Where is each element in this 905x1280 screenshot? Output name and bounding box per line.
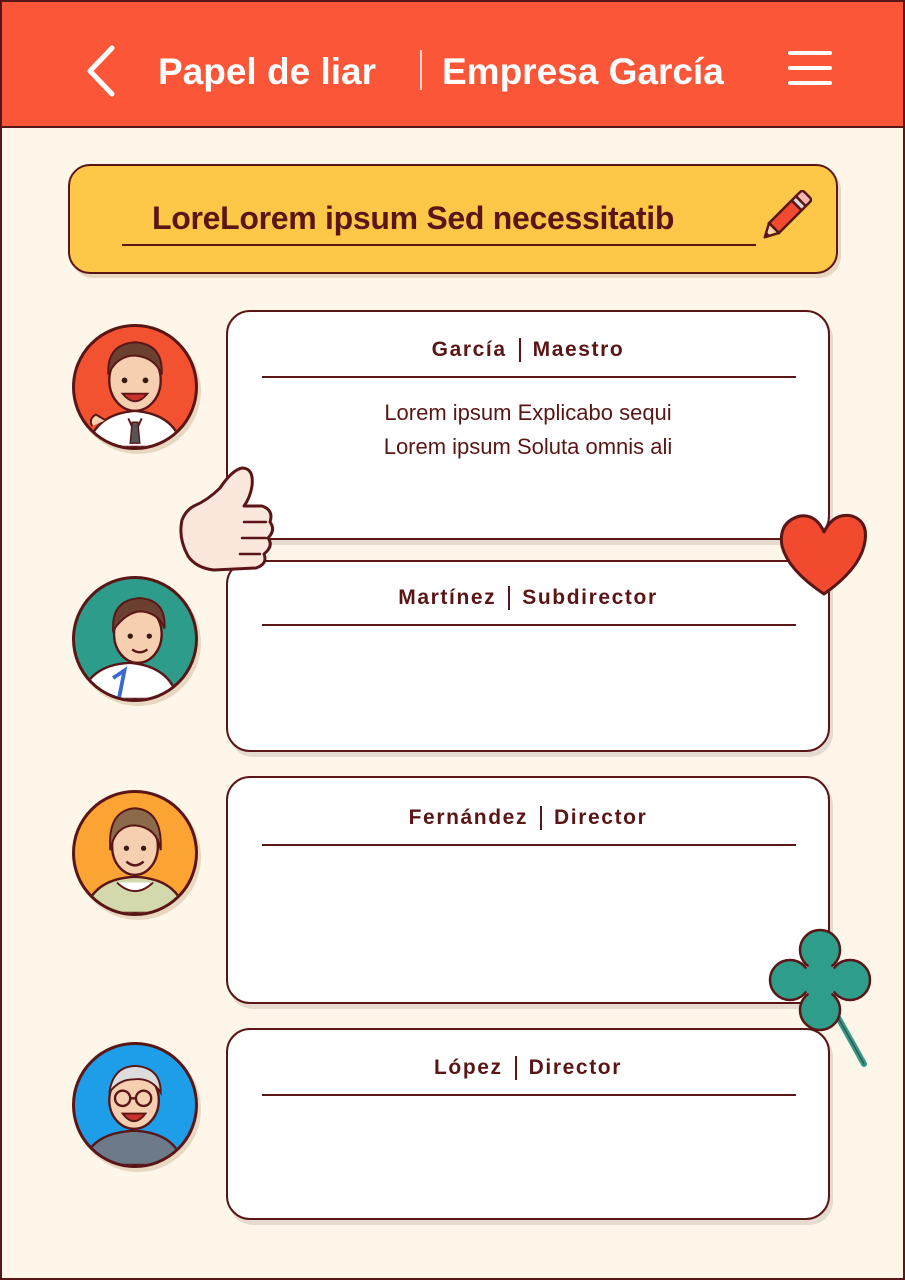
card-role: Maestro <box>532 338 625 361</box>
card-header <box>228 582 828 614</box>
card-header-divider <box>508 586 510 610</box>
header-divider <box>420 50 422 90</box>
card-name: Fernández <box>408 806 529 829</box>
clover-icon <box>764 920 876 1070</box>
comment-card-martinez <box>226 560 830 752</box>
back-button[interactable] <box>80 40 124 102</box>
card-body <box>228 396 828 464</box>
card-rule <box>262 376 796 378</box>
card-role: Director <box>554 806 648 829</box>
avatar-lopez <box>72 1042 198 1168</box>
card-header-divider <box>515 1056 517 1080</box>
card-name: López <box>434 1056 503 1079</box>
avatar-garcia <box>72 324 198 450</box>
pencil-icon <box>752 182 820 250</box>
card-role: Director <box>528 1056 622 1079</box>
chevron-left-icon <box>80 40 124 102</box>
card-rule <box>262 1094 796 1096</box>
card-name: Martínez <box>398 586 497 609</box>
card-name: García <box>431 338 507 361</box>
header-title-right: Empresa García <box>442 51 724 92</box>
card-header-divider <box>519 338 521 362</box>
header-title-left: Papel de liar <box>158 51 376 92</box>
heart-icon <box>774 508 872 600</box>
card-line: Lorem ipsum Explicabo sequi <box>384 400 672 425</box>
edit-button[interactable] <box>752 182 820 250</box>
thumbs-up-icon <box>174 464 278 576</box>
comment-card-garcia <box>226 310 830 540</box>
card-header <box>228 334 828 366</box>
hamburger-menu-icon <box>784 46 836 90</box>
card-header <box>228 802 828 834</box>
card-rule <box>262 844 796 846</box>
comment-card-lopez <box>226 1028 830 1220</box>
banner-text: LoreLorem ipsum Sed necessitatib <box>152 200 675 236</box>
avatar-fernandez <box>72 790 198 916</box>
card-rule <box>262 624 796 626</box>
menu-button[interactable] <box>784 46 836 90</box>
card-header-divider <box>540 806 542 830</box>
card-role: Subdirector <box>522 586 658 609</box>
title-banner <box>68 164 838 274</box>
comment-card-fernandez <box>226 776 830 1004</box>
card-line: Lorem ipsum Soluta omnis ali <box>383 434 673 459</box>
banner-underline <box>122 244 756 246</box>
app-header <box>2 2 903 128</box>
avatar-martinez <box>72 576 198 702</box>
card-header <box>228 1052 828 1084</box>
